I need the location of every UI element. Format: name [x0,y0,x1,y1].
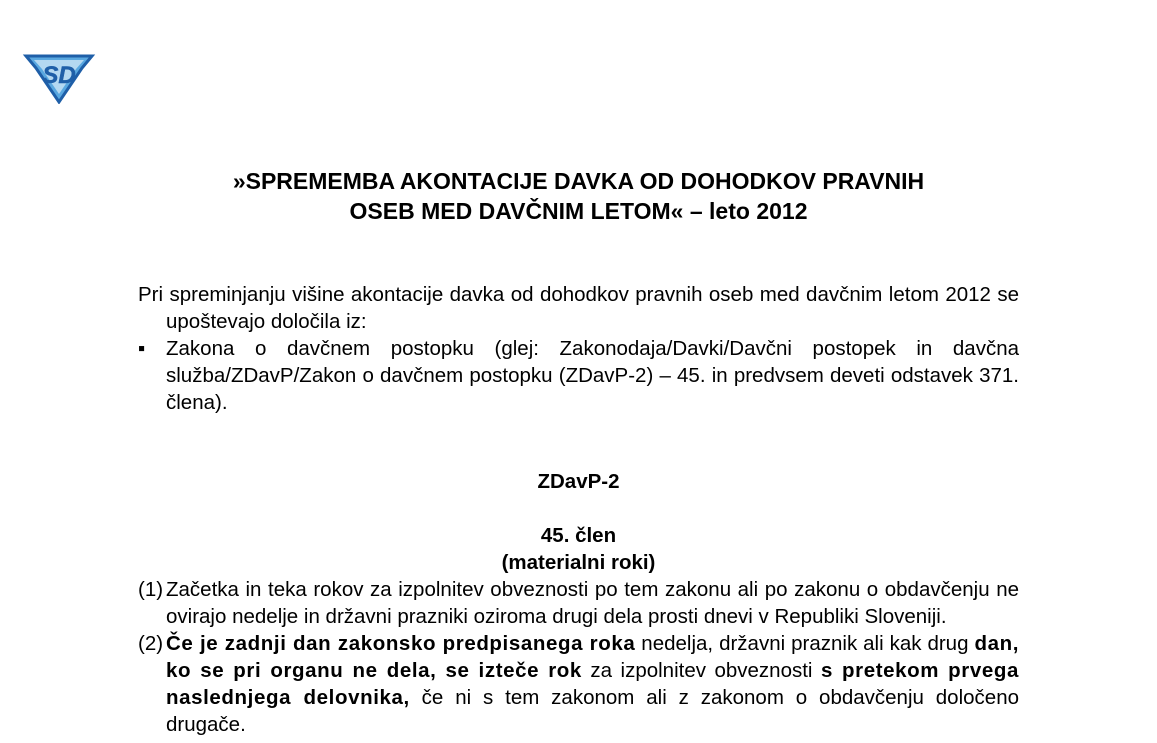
svg-text:SD: SD [42,62,76,89]
paragraph-1 [138,576,1019,630]
logo [22,50,96,104]
intro-section [138,281,1019,416]
intro-paragraph: Pri spreminjanju višine akontacije davka od dohodkov pravnih oseb med davčnim letom 2012 se upoštevajo določila iz: [138,283,1019,333]
law-name: ZDavP-2 [537,470,620,493]
paragraph-text: za izpolnitev obveznosti [581,659,821,682]
list-item [138,335,1019,416]
paragraph-text: če ni s tem zakonom ali z zakonom o obdavčenju določeno drugače. [166,686,1019,736]
article-title: (materialni roki) [501,551,656,574]
document-title [138,166,1019,226]
paragraph-number: (2) [138,632,164,655]
paragraph-text: Začetka in teka rokov za izpolnitev obveznosti po tem zakonu ali po zakonu o obdavčenju ne ovirajo nedelje in državni prazniki oziroma drugi dela prosti dnevi v Republiki Sloveniji. [166,578,1019,628]
paragraph-2 [138,630,1019,738]
title-line-1: »SPREMEMBA AKONTACIJE DAVKA OD DOHODKOV PRAVNIH [232,168,925,194]
title-line-2: OSEB MED DAVČNIM LETOM« – leto 2012 [349,198,808,224]
article-heading: 45. člen [540,524,617,547]
paragraph-text: nedelja, državni praznik ali kak drug [635,632,975,655]
bold-phrase: Če je zadnji dan zakonsko predpisanega roka [166,632,636,655]
bold-phrase: s pretekom prvega naslednjega delovnika, [166,659,1020,709]
bold-phrase: dan, ko se pri organu ne dela, se izteče rok [166,632,1019,682]
paragraph-number: (1) [138,578,164,601]
article-body [138,576,1019,738]
sd-logo-icon [22,50,96,104]
bullet-text: Zakona o davčnem postopku (glej: Zakonodaja/Davki/Davčni postopek in davčna služba/ZDavP/Zakon o davčnem postopku (ZDavP-2) – 45. in predvsem deveti odstavek 371. člena). [166,337,1019,414]
bullet-marker: ▪ [138,337,146,360]
